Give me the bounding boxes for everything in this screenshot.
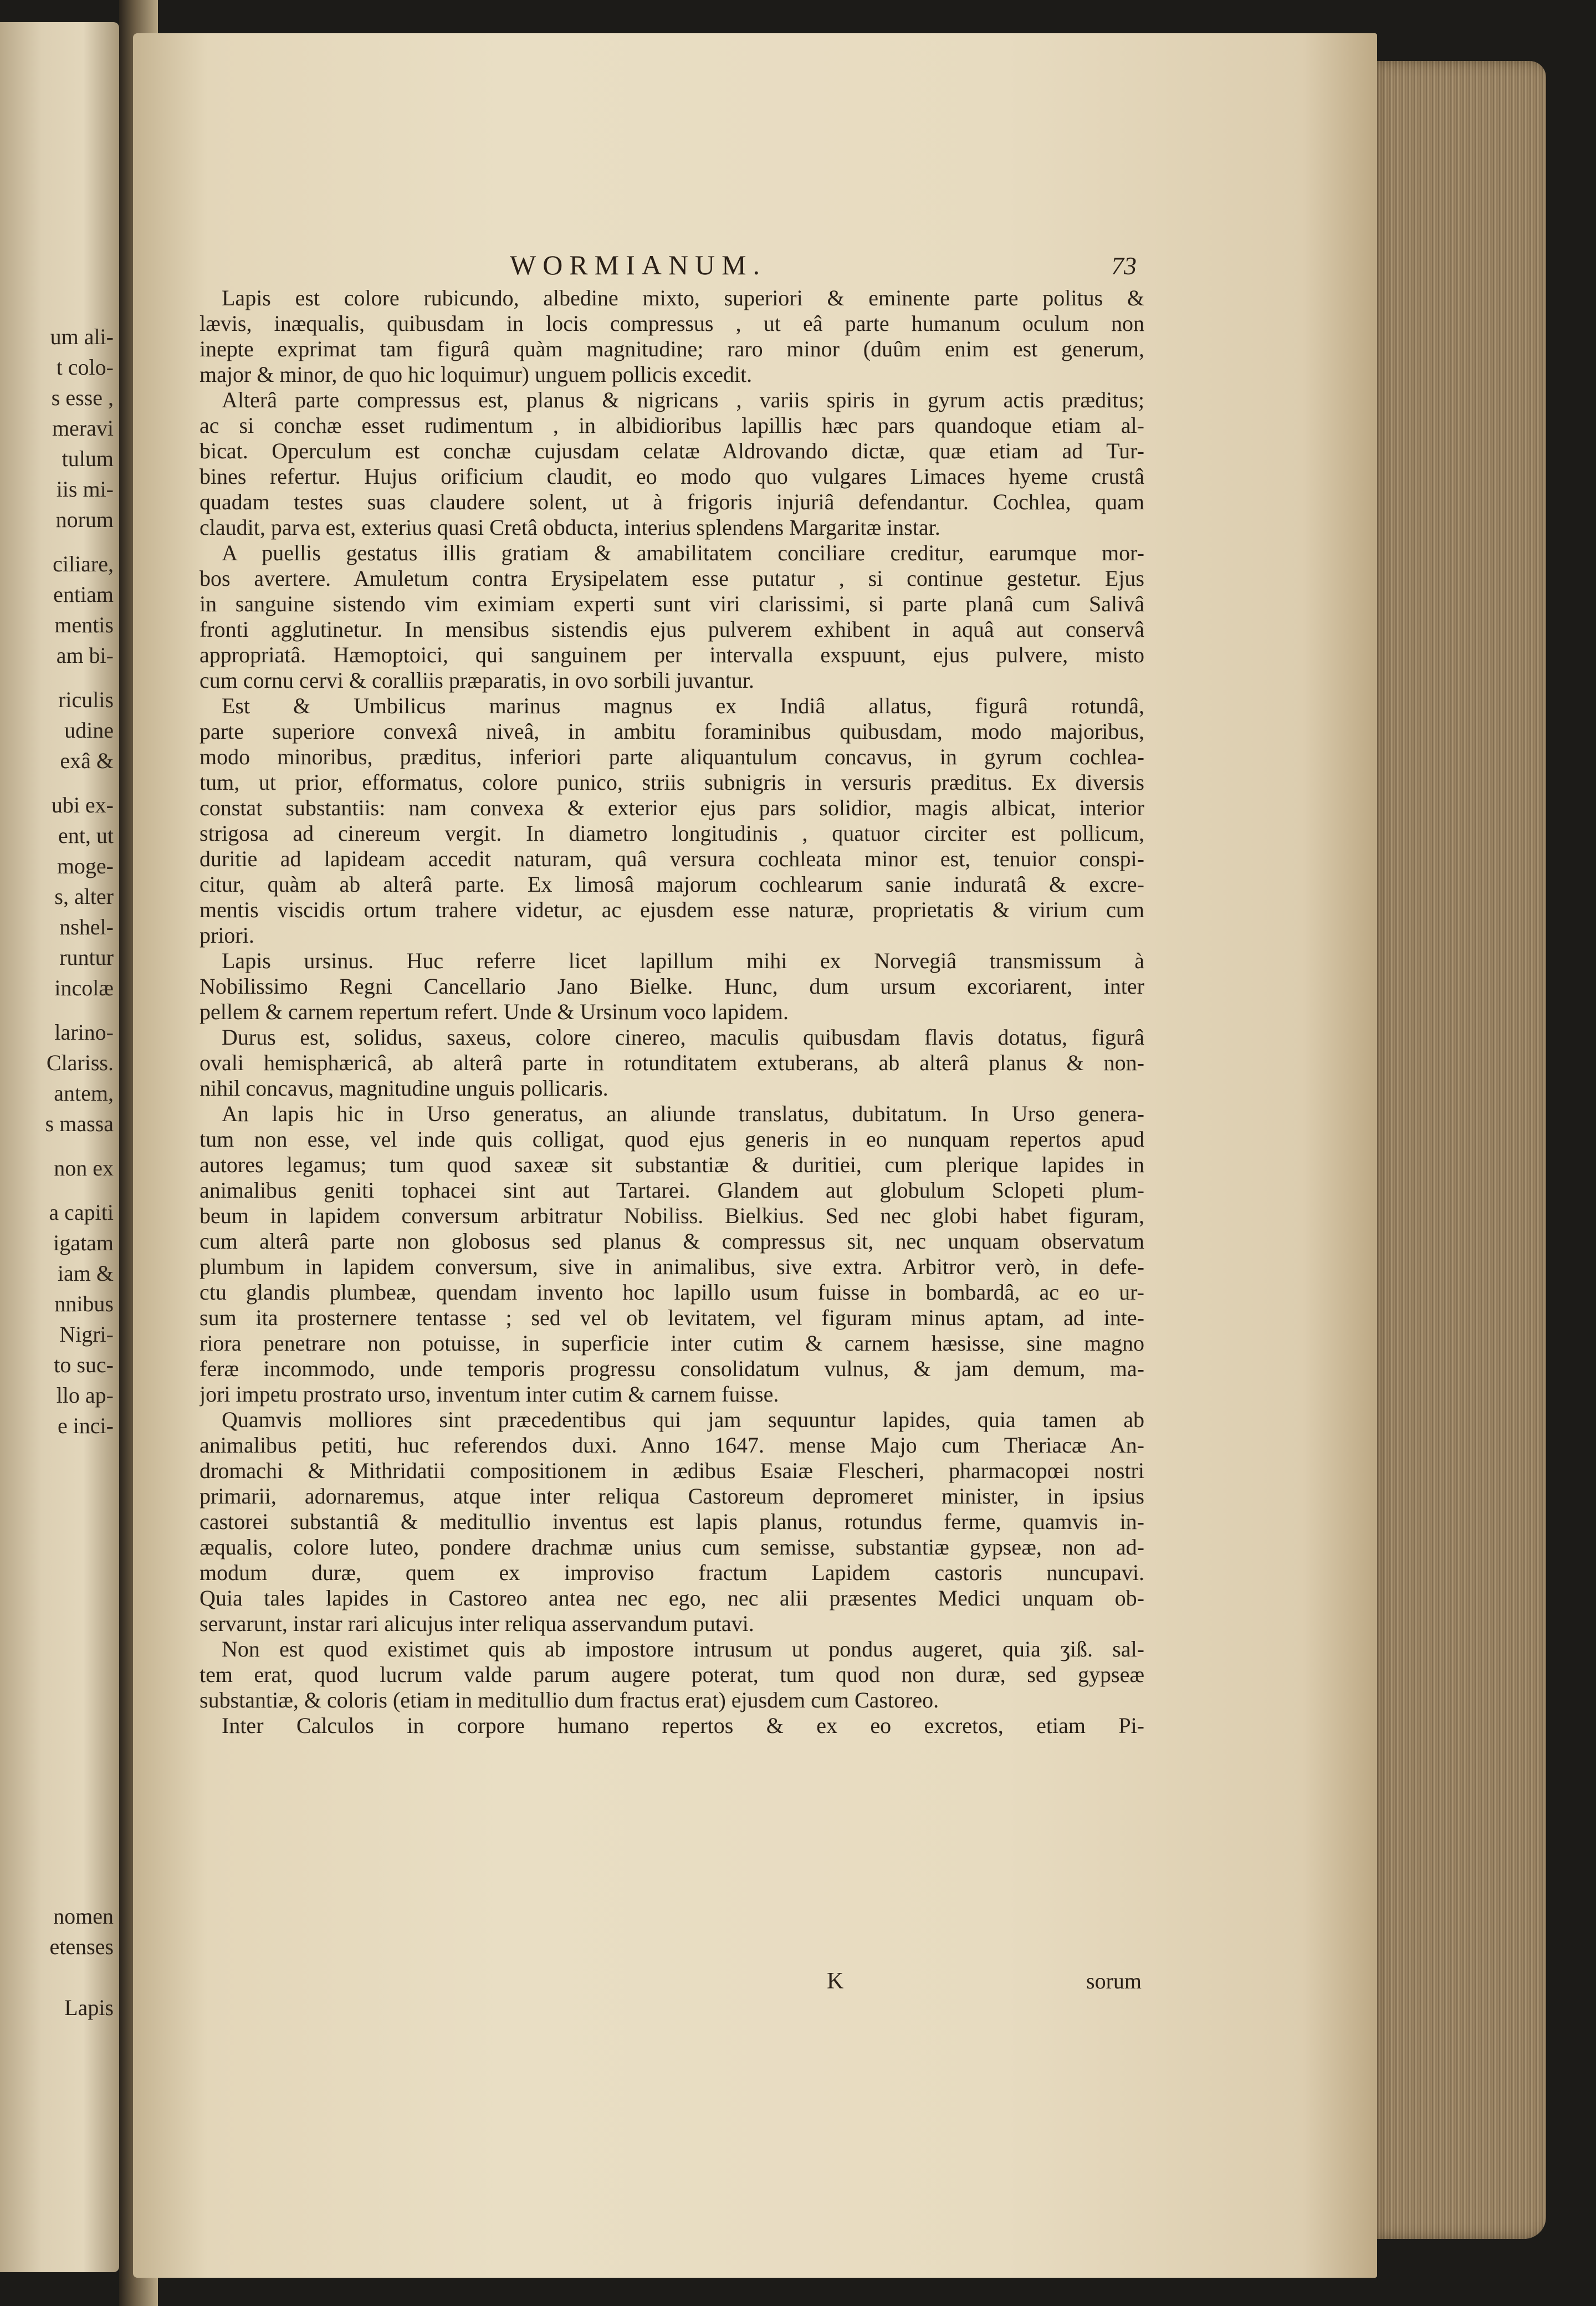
left-fragment: exâ & [60,748,114,773]
text-line: ctu glandis plumbeæ, quendam invento hoc lapillo usum fuisse in bombardâ, ac eo ur- [200,1280,1144,1305]
paragraph [200,1713,1144,1739]
left-fragment: s massa [45,1111,114,1136]
body-text [200,285,1144,1739]
left-fragment: Lapis [64,1995,114,2020]
left-fragment: runtur [59,945,114,970]
text-line: beum in lapidem conversum arbitratur Nobiliss. Bielkius. Sed nec globi habet figuram, [200,1203,1144,1228]
left-fragment: Clariss. [46,1050,114,1075]
text-line: fronti agglutinetur. In mensibus sistendis ejus pulverem exhibent in aquâ aut conservâ [200,617,1144,642]
left-page-fragments [0,321,114,1441]
text-line: modo minoribus, præditus, inferiori parte aliquantulum concavus, in gyrum cochlea- [200,744,1144,769]
text-line: quadam testes suas claudere solent, ut à frigoris injuriâ defendantur. Cochlea, quam [200,489,1144,514]
text-line: An lapis hic in Urso generatus, an aliunde translatus, dubitatum. In Urso genera- [222,1101,1144,1126]
paragraph [200,387,1144,540]
paragraph [200,1101,1144,1407]
left-fragment: Nigri- [59,1322,114,1347]
text-line: parte superiore convexâ niveâ, in ambitu foraminibus quibusdam, modo majoribus, [200,719,1144,744]
text-line: plumbum in lapidem conversum, sive in animalibus, sive extra. Arbitror verò, in defe- [200,1254,1144,1279]
text-line: tum, ut prior, efformatus, colore punico, striis subnigris in versuris præditus. Ex diversis [200,770,1144,795]
text-line: jori impetu prostrato urso, inventum inter cutim & carnem fuisse. [200,1382,779,1407]
left-fragment: udine [64,718,114,743]
text-line: substantiæ, & coloris (etiam in meditullio dum fractus erat) ejusdem cum Castoreo. [200,1688,939,1712]
paragraph [200,1637,1144,1713]
text-line: bicat. Operculum est conchæ cujusdam celatæ Aldrovando dictæ, quæ etiam ad Tur- [200,438,1144,463]
page-number: 73 [1111,252,1137,280]
text-line: animalibus geniti tophacei sint aut Tartarei. Glandem aut globulum Sclopeti plum- [200,1178,1144,1203]
paragraph [200,285,1144,387]
text-line: castorei substantiâ & meditullio inventus est lapis planus, rotundus ferme, quamvis in- [200,1509,1144,1534]
left-fragment: ent, ut [58,823,114,848]
left-fragment: ciliare, [53,551,114,576]
left-fragment: um ali- [50,324,114,349]
left-fragment: tulum [62,446,114,471]
text-line: modum duræ, quem ex improviso fractum Lapidem castoris nuncupavi. [200,1560,1144,1585]
text-line: tem erat, quod lucrum valde parum augere poterat, tum quod non duræ, sed gypseæ [200,1662,1144,1687]
left-fragment: antem, [54,1081,114,1106]
text-line: ac si conchæ esset rudimentum , in albidioribus lapillis hæc pars quandoque etiam al- [200,413,1144,438]
text-line: Alterâ parte compressus est, planus & nigricans , variis spiris in gyrum actis præditus; [222,387,1144,412]
left-fragment: mentis [54,612,114,637]
paragraph [200,540,1144,693]
left-fragment: iam & [57,1261,114,1286]
left-fragment: etenses [49,1934,114,1959]
left-fragment: s esse , [51,385,114,410]
left-fragment: a capiti [49,1200,114,1225]
text-line: appropriatâ. Hæmoptoici, qui sanguinem per intervalla exspuunt, ejus pulvere, misto [200,642,1144,667]
text-line: ovali hemisphæricâ, ab alterâ parte in rotunditatem extuberans, ab alterâ planus & non- [200,1050,1144,1075]
text-line: inepte exprimat tam figurâ quàm magnitudine; raro minor (duûm enim est generum, [200,336,1144,361]
text-line: Lapis est colore rubicundo, albedine mixto, superiori & eminente parte politus & [222,285,1144,310]
paragraph [200,1025,1144,1101]
text-line: constat substantiis: nam convexa & exterior ejus pars solidior, magis albicat, interior [200,795,1144,820]
left-fragment: incolæ [54,975,114,1000]
text-line: Non est quod existimet quis ab impostore intrusum ut pondus augeret, quia ʒiß. sal- [222,1637,1144,1661]
left-facing-page [0,22,119,2272]
left-fragment: nshel- [59,914,114,939]
text-line: lævis, inæqualis, quibusdam in locis compressus , ut eâ parte humanum oculum non [200,311,1144,336]
text-line: Nobilissimo Regni Cancellario Jano Bielke. Hunc, dum ursum excoriarent, inter [200,974,1144,999]
text-line: autores legamus; tum quod saxeæ sit substantiæ & duritiei, cum plerique lapides in [200,1152,1144,1177]
left-fragment: larino- [54,1020,114,1045]
text-line: cum alterâ parte non globosus sed planus & compressus sit, nec unquam observatum [200,1229,1144,1254]
text-line: Quamvis molliores sint præcedentibus qui jam sequuntur lapides, quia tamen ab [222,1407,1144,1432]
text-line: A puellis gestatus illis gratiam & amabilitatem conciliare creditur, earumque mor- [222,540,1144,565]
paragraph [200,1407,1144,1637]
text-line: bines refertur. Hujus orificium claudit, eo modo quo vulgares Limaces hyeme crustâ [200,464,1144,489]
text-line: pellem & carnem repertum refert. Unde & Ursinum voco lapidem. [200,999,789,1024]
left-fragment: norum [55,507,114,532]
text-line: strigosa ad cinereum vergit. In diametro longitudinis , quatuor circiter est pollicum, [200,821,1144,846]
text-line: tum non esse, vel inde quis colligat, quod ejus generis in eo nunquam repertos apud [200,1127,1144,1152]
left-fragment: s, alter [54,884,114,909]
left-fragment: riculis [58,687,114,712]
text-line: primarii, adornaremus, atque inter reliqua Castoreum depromeret minister, in ipsius [200,1484,1144,1509]
left-fragment: t colo- [56,355,114,380]
left-page-lower-fragments [0,1901,114,2023]
left-fragment: moge- [57,853,114,878]
left-fragment: llo ap- [56,1383,114,1408]
left-fragment: entiam [53,582,114,607]
text-line: Lapis ursinus. Huc referre licet lapillum mihi ex Norvegiâ transmissum à [222,948,1144,973]
left-fragment: meravi [52,416,114,441]
running-head: WORMIANUM. [510,249,767,280]
left-fragment: igatam [53,1230,114,1255]
left-fragment: iis mi- [56,477,114,502]
text-line: in sanguine sistendo vim eximiam experti sunt viri clarissimi, si parte planâ cum Salivâ [200,591,1144,616]
left-fragment: nomen [53,1904,114,1929]
text-line: riora penetrare non potuisse, in superficie inter cutim & carnem hæsisse, sine magno [200,1331,1144,1356]
text-line: animalibus petiti, huc referendos duxi. Anno 1647. mense Majo cum Theriacæ An- [200,1433,1144,1458]
text-line: Durus est, solidus, saxeus, colore cinereo, maculis quibusdam flavis dotatus, figurâ [222,1025,1144,1050]
paragraph [200,693,1144,948]
left-fragment: to suc- [54,1352,114,1377]
left-fragment: e inci- [57,1413,114,1438]
left-fragment: am bi- [56,643,114,668]
left-fragment: non ex [54,1155,114,1180]
text-line: Est & Umbilicus marinus magnus ex Indiâ allatus, figurâ rotundâ, [222,693,1144,718]
text-line: claudit, parva est, exterius quasi Cretâ obducta, interius splendens Margaritæ instar. [200,515,940,540]
left-fragment: nnibus [54,1291,114,1316]
paragraph [200,948,1144,1025]
left-fragment: ubi ex- [51,792,114,817]
text-line: bos avertere. Amuletum contra Erysipelatem esse putatur , si continue gestetur. Ejus [200,566,1144,591]
text-line: dromachi & Mithridatii compositionem in ædibus Esaiæ Flescheri, pharmacopœi nostri [200,1458,1144,1483]
page-edges [1369,61,1546,2239]
text-line: feræ incommodo, unde temporis progressu consolidatum vulnus, & jam demum, ma- [200,1356,1144,1381]
text-line: duritie ad lapideam accedit naturam, quâ versura cochleata minor est, tenuior conspi- [200,846,1144,871]
text-line: sum ita prosternere tentasse ; sed vel ob levitatem, vel figuram minus aptam, ad inte- [200,1305,1144,1330]
text-line: mentis viscidis ortum trahere videtur, ac ejusdem esse naturæ, proprietatis & virium cum [200,897,1144,922]
text-line: major & minor, de quo hic loquimur) unguem pollicis excedit. [200,362,753,387]
text-line: nihil concavus, magnitudine unguis pollicaris. [200,1076,608,1101]
text-line: æqualis, colore luteo, pondere drachmæ unius cum semisse, substantiæ gypseæ, non ad- [200,1535,1144,1560]
text-line: Quia tales lapides in Castoreo antea nec ego, nec alii præsentes Medici unquam ob- [200,1586,1144,1610]
text-line: Inter Calculos in corpore humano repertos & ex eo excretos, etiam Pi- [222,1713,1144,1738]
text-line: priori. [200,923,254,948]
text-line: citur, quàm ab alterâ parte. Ex limosâ majorum cochlearum sanie induratâ & excre- [200,872,1144,897]
text-line: cum cornu cervi & coralliis præparatis, in ovo sorbili juvantur. [200,668,754,693]
catchword: sorum [1086,1968,1142,1993]
signature-mark: K [827,1968,844,1994]
text-line: servarunt, instar rari alicujus inter reliqua asservandum putavi. [200,1611,754,1636]
